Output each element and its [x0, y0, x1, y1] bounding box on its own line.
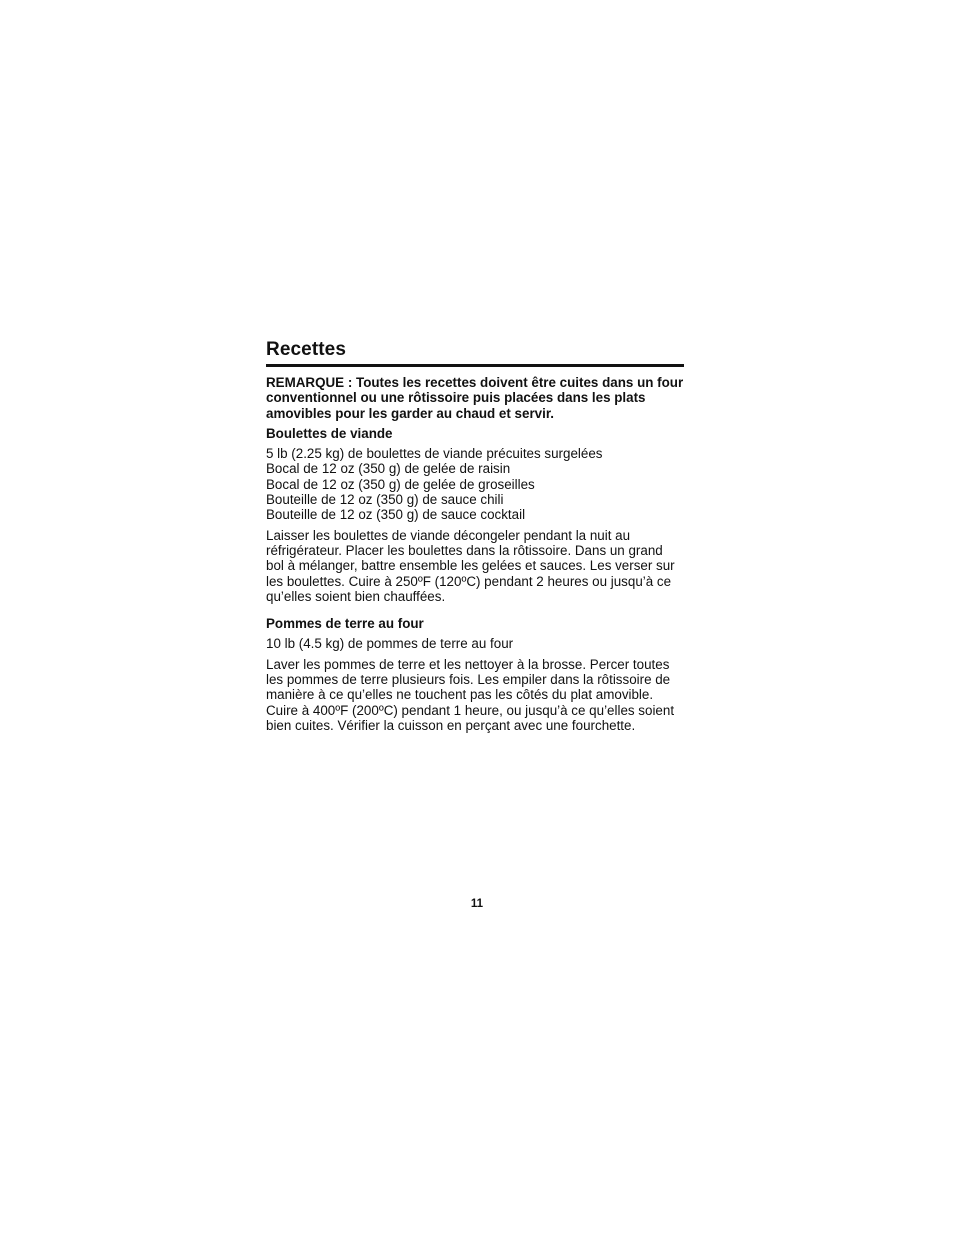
title-underline: [266, 364, 684, 367]
recipe-meatballs: [266, 426, 684, 604]
recipe-title: Pommes de terre au four: [266, 616, 424, 632]
ingredient-item: Bouteille de 12 oz (350 g) de sauce chili: [266, 492, 504, 508]
instruction-line: qu’elles soient bien chauffées.: [266, 588, 446, 604]
recipe-instructions: [266, 528, 684, 604]
instruction-line: bien cuites. Vérifier la cuisson en perçant avec une fourchette.: [266, 717, 636, 733]
cooking-note: REMARQUE : Toutes les recettes doivent être cuites dans un four conventionnel ou une rôtissoire puis placées dans les plats amovibles pour les garder au chaud et servir.: [266, 375, 684, 421]
ingredient-item: Bocal de 12 oz (350 g) de gelée de groseilles: [266, 476, 535, 492]
instruction-line: Laver les pommes de terre et les nettoyer à la brosse. Percer toutes: [266, 656, 670, 672]
instruction-line: les boulettes. Cuire à 250ºF (120ºC) pendant 2 heures ou jusqu’à ce: [266, 573, 672, 589]
recipes-section: [266, 337, 684, 733]
ingredient-item: 5 lb (2.25 kg) de boulettes de viande précuites surgelées: [266, 446, 603, 462]
instruction-line: Laisser les boulettes de viande décongeler pendant la nuit au: [266, 527, 631, 543]
page-title: Recettes: [266, 339, 347, 360]
recipe-baked-potatoes: [266, 616, 684, 733]
ingredient-item: Bouteille de 12 oz (350 g) de sauce cocktail: [266, 507, 526, 523]
instruction-line: les pommes de terre plusieurs fois. Les empiler dans la rôtissoire de: [266, 672, 671, 688]
instruction-line: bol à mélanger, battre ensemble les gelées et sauces. Les verser sur: [266, 558, 675, 574]
ingredient-list: [266, 446, 684, 522]
page-number: 11: [470, 898, 484, 910]
ingredient-list: [266, 636, 684, 651]
instruction-line: manière à ce qu’elles ne touchent pas les côtés du plat amovible.: [266, 687, 654, 703]
ingredient-item: Bocal de 12 oz (350 g) de gelée de raisin: [266, 461, 511, 477]
recipe-title: Boulettes de viande: [266, 425, 393, 441]
ingredient-item: 10 lb (4.5 kg) de pommes de terre au four: [266, 636, 514, 652]
instruction-line: réfrigérateur. Placer les boulettes dans la rôtissoire. Dans un grand: [266, 542, 663, 558]
instruction-line: Cuire à 400ºF (200ºC) pendant 1 heure, ou jusqu’à ce qu’elles soient: [266, 702, 675, 718]
recipe-instructions: [266, 657, 684, 733]
